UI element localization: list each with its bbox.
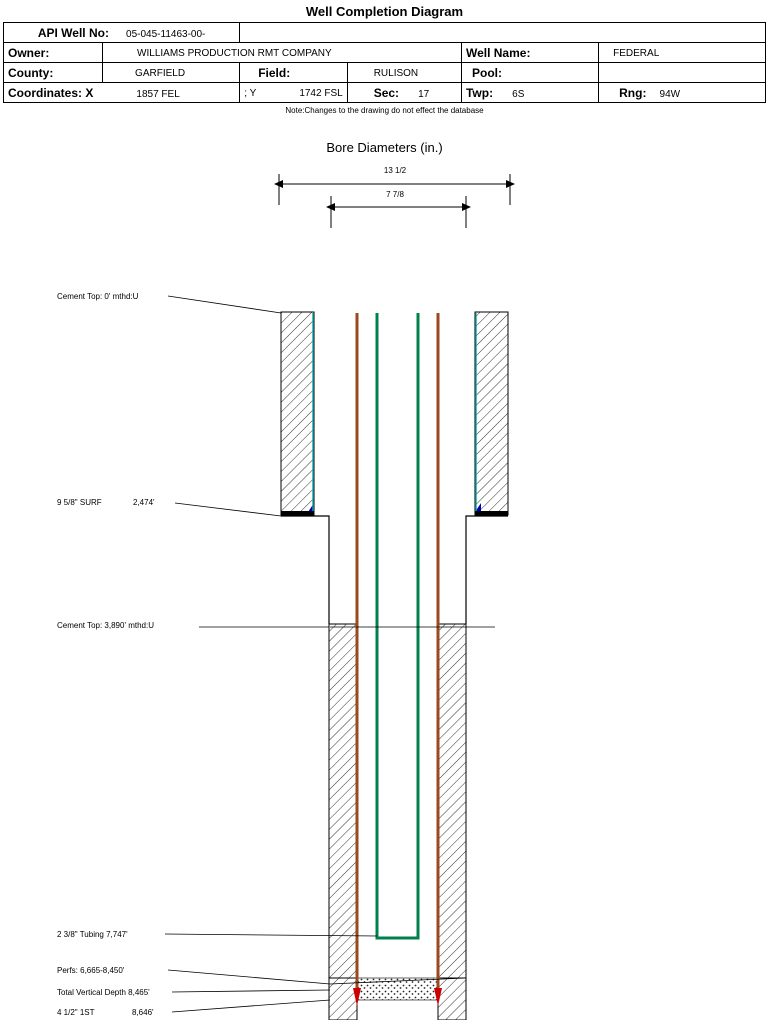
county-value: GARFIELD: [135, 67, 186, 79]
rng-cell: [599, 83, 766, 103]
coordinate-y-label: ; Y: [244, 87, 257, 99]
annotation-production-casing-depth: 8,646': [132, 1008, 154, 1017]
api-blank-cell: [240, 23, 766, 43]
bore-dimension-lines: [279, 174, 510, 228]
api-well-no-value: 05-045-11463-00-: [126, 28, 206, 40]
owner-label-cell: [4, 43, 103, 63]
coordinates-x-cell: [4, 83, 240, 103]
annotation-cement-top-surface: Cement Top: 0' mthd:U: [57, 292, 139, 301]
county-value-cell: [103, 63, 240, 83]
table-row: [4, 63, 766, 83]
coordinates-y-cell: [240, 83, 347, 103]
twp-value: 6S: [512, 88, 525, 100]
coordinate-y-value: 1742 FSL: [299, 87, 343, 99]
annotation-tubing: 2 3/8" Tubing 7,747': [57, 930, 128, 939]
well-name-label: Well Name:: [465, 45, 531, 60]
page-title: Well Completion Diagram: [305, 4, 464, 19]
table-row: [4, 83, 766, 103]
table-row: [4, 23, 766, 43]
annotation-cement-top-production: Cement Top: 3,890' mthd:U: [57, 621, 154, 630]
county-label: County:: [8, 65, 54, 80]
liner-string: [353, 313, 442, 1006]
twp-cell: [461, 83, 598, 103]
surface-casing: [281, 312, 508, 516]
well-name-value-cell: [599, 43, 766, 63]
owner-value: WILLIAMS PRODUCTION RMT COMPANY: [137, 47, 332, 59]
annotation-leader-lines: [165, 296, 495, 1012]
field-value: RULISON: [373, 67, 419, 79]
annotation-surface-casing-depth: 2,474': [133, 498, 155, 507]
open-hole-walls: [281, 516, 508, 624]
bore-diameters-title: Bore Diameters (in.): [326, 140, 443, 155]
annotation-production-casing: 4 1/2" 1ST: [57, 1008, 95, 1017]
county-label-cell: [4, 63, 103, 83]
pool-label-cell: [461, 63, 598, 83]
api-well-no-cell: [4, 23, 240, 43]
sec-label: Sec:: [373, 85, 400, 100]
annotation-total-vertical-depth: Total Vertical Depth 8,465': [57, 988, 150, 997]
twp-label: Twp:: [465, 85, 494, 100]
table-row: [4, 43, 766, 63]
production-casing-cement: [329, 624, 466, 1020]
well-name-value: FEDERAL: [613, 47, 660, 59]
drawing-note: Note:Changes to the drawing do not effect the database: [285, 106, 484, 115]
owner-value-cell: [103, 43, 462, 63]
owner-label: Owner:: [8, 45, 50, 60]
pool-label: Pool:: [471, 65, 502, 80]
field-value-cell: [347, 63, 461, 83]
coordinates-label: Coordinates: X: [8, 85, 94, 100]
field-label-cell: [240, 63, 347, 83]
perforated-interval: [357, 978, 438, 1000]
annotation-surface-casing: 9 5/8" SURF: [57, 498, 102, 507]
coordinate-x-value: 1857 FEL: [136, 88, 180, 100]
pool-value-cell: [599, 63, 766, 83]
api-well-no-label: API Well No:: [37, 25, 109, 40]
sec-value: 17: [418, 88, 430, 100]
tubing-string: [377, 313, 418, 938]
inner-diameter-label: 7 7/8: [386, 190, 404, 199]
well-header-table: [3, 22, 766, 103]
field-label: Field:: [258, 65, 291, 80]
outer-diameter-label: 13 1/2: [383, 166, 407, 175]
sec-cell: [347, 83, 461, 103]
annotation-perfs: Perfs: 6,665-8,450': [57, 966, 125, 975]
well-name-label-cell: [461, 43, 598, 63]
rng-label: Rng:: [619, 85, 647, 100]
rng-value: 94W: [659, 88, 681, 100]
